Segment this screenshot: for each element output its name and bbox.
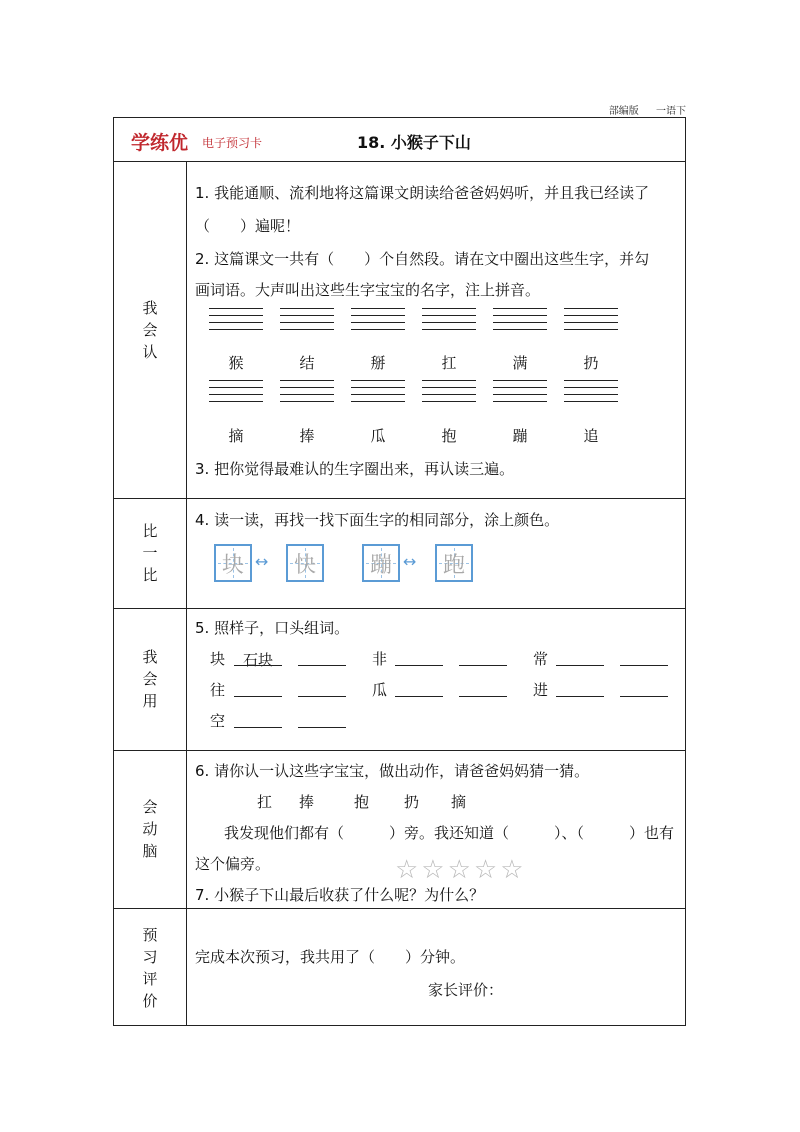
question-6: 6. 请你认一认这些字宝宝，做出动作，请爸爸妈妈猜一猜。: [195, 762, 590, 780]
word-char: 块: [210, 650, 226, 668]
action-char: 扔: [404, 793, 420, 811]
card-type: 电子预习卡: [202, 136, 263, 150]
word-char: 瓜: [372, 681, 388, 699]
question-5: 5. 照样子，口头组词。: [195, 619, 350, 637]
edition-header: [595, 102, 686, 117]
question-1-line2: （ ）遍呢！: [195, 217, 301, 235]
question-6-line2: 这个偏旁。: [195, 855, 271, 873]
character: 抱: [441, 427, 457, 445]
pinyin-lines[interactable]: [422, 308, 476, 336]
lesson-title: 18. 小猴子下山: [357, 133, 471, 152]
answer-blank[interactable]: [298, 696, 346, 697]
action-char: 抱: [354, 793, 370, 811]
pinyin-lines[interactable]: [280, 380, 334, 408]
action-char: 扛: [257, 793, 273, 811]
divider: [114, 750, 685, 751]
character: 扛: [441, 354, 457, 372]
grade-label: 一语下: [656, 106, 686, 117]
character: 蹦: [512, 427, 528, 445]
answer-blank[interactable]: [556, 696, 604, 697]
answer-blank[interactable]: [234, 727, 282, 728]
pinyin-lines[interactable]: [209, 380, 263, 408]
character: 结: [299, 354, 315, 372]
pinyin-lines[interactable]: [564, 380, 618, 408]
answer-blank[interactable]: [556, 665, 604, 666]
coloring-box[interactable]: 块: [214, 544, 252, 582]
example-word: 石块: [242, 651, 273, 669]
character: 摘: [228, 427, 244, 445]
pinyin-lines[interactable]: [351, 380, 405, 408]
section-label-compare: 比 一 比: [142, 522, 158, 584]
word-char: 常: [533, 650, 549, 668]
word-char: 进: [533, 681, 549, 699]
preview-card: [113, 117, 686, 1026]
parent-evaluation-label: 家长评价：: [428, 981, 504, 999]
character: 追: [583, 427, 599, 445]
brand-logo: 学练优: [131, 132, 189, 154]
section-label-evaluate: 预 习 评 价: [142, 925, 158, 1010]
question-3: 3. 把你觉得最难认的生字圈出来，再认读三遍。: [195, 460, 515, 478]
divider: [114, 161, 685, 162]
action-char: 捧: [299, 793, 315, 811]
edition-label: 部编版: [608, 106, 639, 117]
answer-blank[interactable]: [620, 696, 668, 697]
section-label-use: 我 会 用: [142, 648, 158, 710]
answer-blank[interactable]: [395, 665, 443, 666]
divider: [114, 608, 685, 609]
word-char: 往: [210, 681, 226, 699]
character: 猴: [228, 354, 244, 372]
question-6-line1: 我发现他们都有（ ）旁。我还知道（ ）、（ ）也有: [224, 824, 675, 842]
section-label-think: 会 动 脑: [142, 798, 158, 860]
divider: [114, 498, 685, 499]
preview-time-text: 完成本次预习，我共用了（ ）分钟。: [195, 948, 466, 966]
word-char: 空: [210, 712, 226, 730]
character: 掰: [370, 354, 386, 372]
character: 扔: [583, 354, 599, 372]
action-char: 摘: [451, 793, 467, 811]
star-rating[interactable]: ☆☆☆☆☆: [395, 855, 527, 885]
pinyin-lines[interactable]: [422, 380, 476, 408]
section-label-recognize: 我 会 认: [142, 298, 158, 361]
word-char: 非: [372, 650, 388, 668]
question-1-line1: 1. 我能通顺、流利地将这篇课文朗读给爸爸妈妈听，并且我已经读了: [195, 184, 650, 202]
answer-blank[interactable]: [298, 665, 346, 666]
answer-blank[interactable]: [234, 696, 282, 697]
pinyin-lines[interactable]: [351, 308, 405, 336]
question-2-line1: 2. 这篇课文一共有（ ）个自然段。请在文中圈出这些生字，并勾: [195, 250, 650, 268]
double-arrow-icon: ↔: [403, 552, 417, 571]
character: 捧: [299, 427, 315, 445]
pinyin-lines[interactable]: [493, 308, 547, 336]
pinyin-lines[interactable]: [564, 308, 618, 336]
question-7: 7. 小猴子下山最后收获了什么呢？为什么？: [195, 886, 485, 904]
pinyin-lines[interactable]: [209, 308, 263, 336]
answer-blank[interactable]: [298, 727, 346, 728]
question-4: 4. 读一读，再找一找下面生字的相同部分，涂上颜色。: [195, 511, 560, 529]
coloring-box[interactable]: 快: [286, 544, 324, 582]
character: 满: [512, 354, 528, 372]
pinyin-lines[interactable]: [280, 308, 334, 336]
answer-blank[interactable]: [459, 696, 507, 697]
answer-blank[interactable]: [620, 665, 668, 666]
answer-blank[interactable]: [234, 665, 282, 666]
question-2-line2: 画词语。大声叫出这些生字宝宝的名字，注上拼音。: [195, 281, 541, 299]
pinyin-lines[interactable]: [493, 380, 547, 408]
column-divider: [186, 161, 187, 1025]
character: 瓜: [370, 427, 386, 445]
divider: [114, 908, 685, 909]
answer-blank[interactable]: [459, 665, 507, 666]
coloring-box[interactable]: 跑: [435, 544, 473, 582]
answer-blank[interactable]: [395, 696, 443, 697]
coloring-box[interactable]: 蹦: [362, 544, 400, 582]
double-arrow-icon: ↔: [255, 552, 269, 571]
